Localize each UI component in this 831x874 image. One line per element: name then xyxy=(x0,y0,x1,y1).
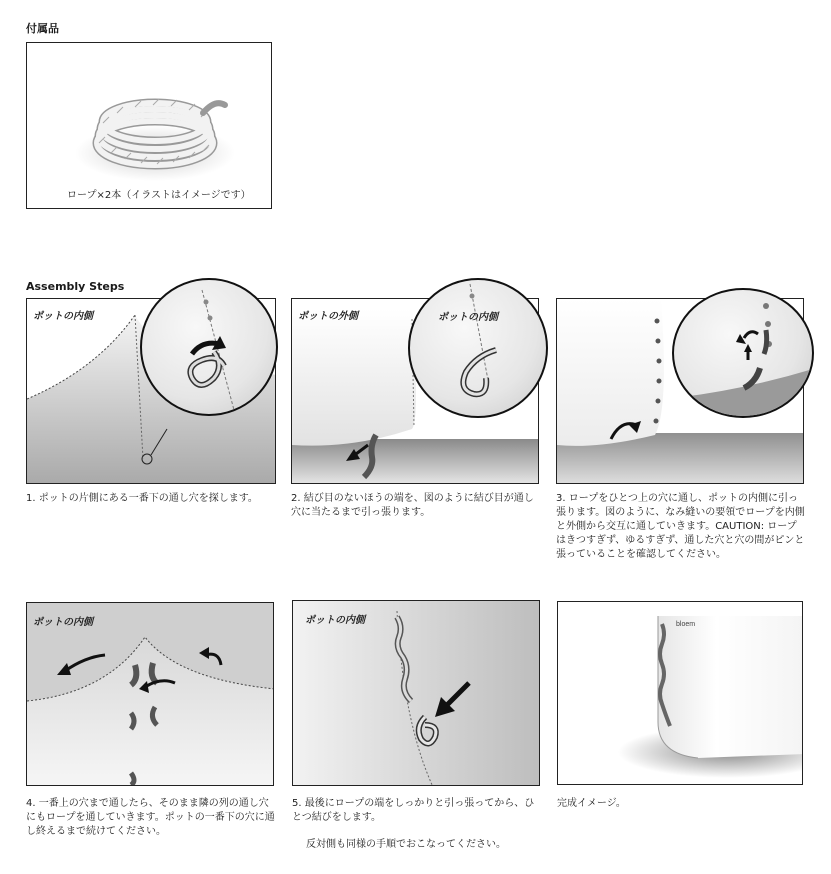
step-6-illustration xyxy=(558,602,803,785)
step-2-zoom-circle xyxy=(408,278,548,418)
step-4-panel xyxy=(26,602,274,786)
step-3-zoom-detail xyxy=(674,290,814,418)
accessories-caption: ロープ×2本（イラストはイメージです） xyxy=(67,190,251,201)
step-2-tag: ポットの外側 xyxy=(298,311,358,322)
step-5-text: 5. 最後にロープの端をしっかりと引っ張ってから、ひとつ結びをします。 xyxy=(292,798,535,823)
step-3-text: 3. ロープをひとつ上の穴に通し、ポットの内側に引っ張ります。図のように、なみ縫いの要領でロープを内側と外側から交互に通していきます。CAUTION: ロープはきつすぎず、ゆるすぎず、通した穴と穴の間がピンと張っていることを確認してください。 xyxy=(556,493,805,560)
step-5-panel xyxy=(292,600,540,786)
assembly-heading: Assembly Steps xyxy=(26,280,125,293)
step-1-zoom-circle xyxy=(140,278,278,416)
step-3-zoom-circle xyxy=(672,288,814,418)
accessories-heading: 付属品 xyxy=(26,22,59,35)
step-4-tag: ポットの内側 xyxy=(33,617,93,628)
step-1-tag: ポットの内側 xyxy=(33,311,93,322)
rope-coil-illustration xyxy=(27,43,272,209)
brand-label: bloem xyxy=(676,621,696,628)
step-1-zoom-detail xyxy=(142,280,278,416)
step-5-illustration xyxy=(293,601,540,786)
step-1-text: 1. ポットの片側にある一番下の通し穴を探します。 xyxy=(26,493,258,504)
step-5-tag: ポットの内側 xyxy=(305,615,365,626)
step-4-text: 4. 一番上の穴まで通したら、そのまま隣の列の通し穴にもロープを通していきます。ポットの一番下の穴に通し終えるまで続けてください。 xyxy=(26,798,275,837)
step-6-panel xyxy=(557,601,803,785)
step-5-note: 反対側も同様の手順でおこなってください。 xyxy=(306,839,506,850)
step-2-zoom-detail xyxy=(410,280,548,418)
accessories-panel xyxy=(26,42,272,209)
step-2-zoom-tag: ポットの内側 xyxy=(438,312,498,323)
step-4-illustration xyxy=(27,603,274,786)
step-2-text: 2. 結び目のないほうの端を、図のように結び目が通し穴に当たるまで引っ張ります。 xyxy=(291,493,534,518)
step-6-text: 完成イメージ。 xyxy=(557,798,626,809)
